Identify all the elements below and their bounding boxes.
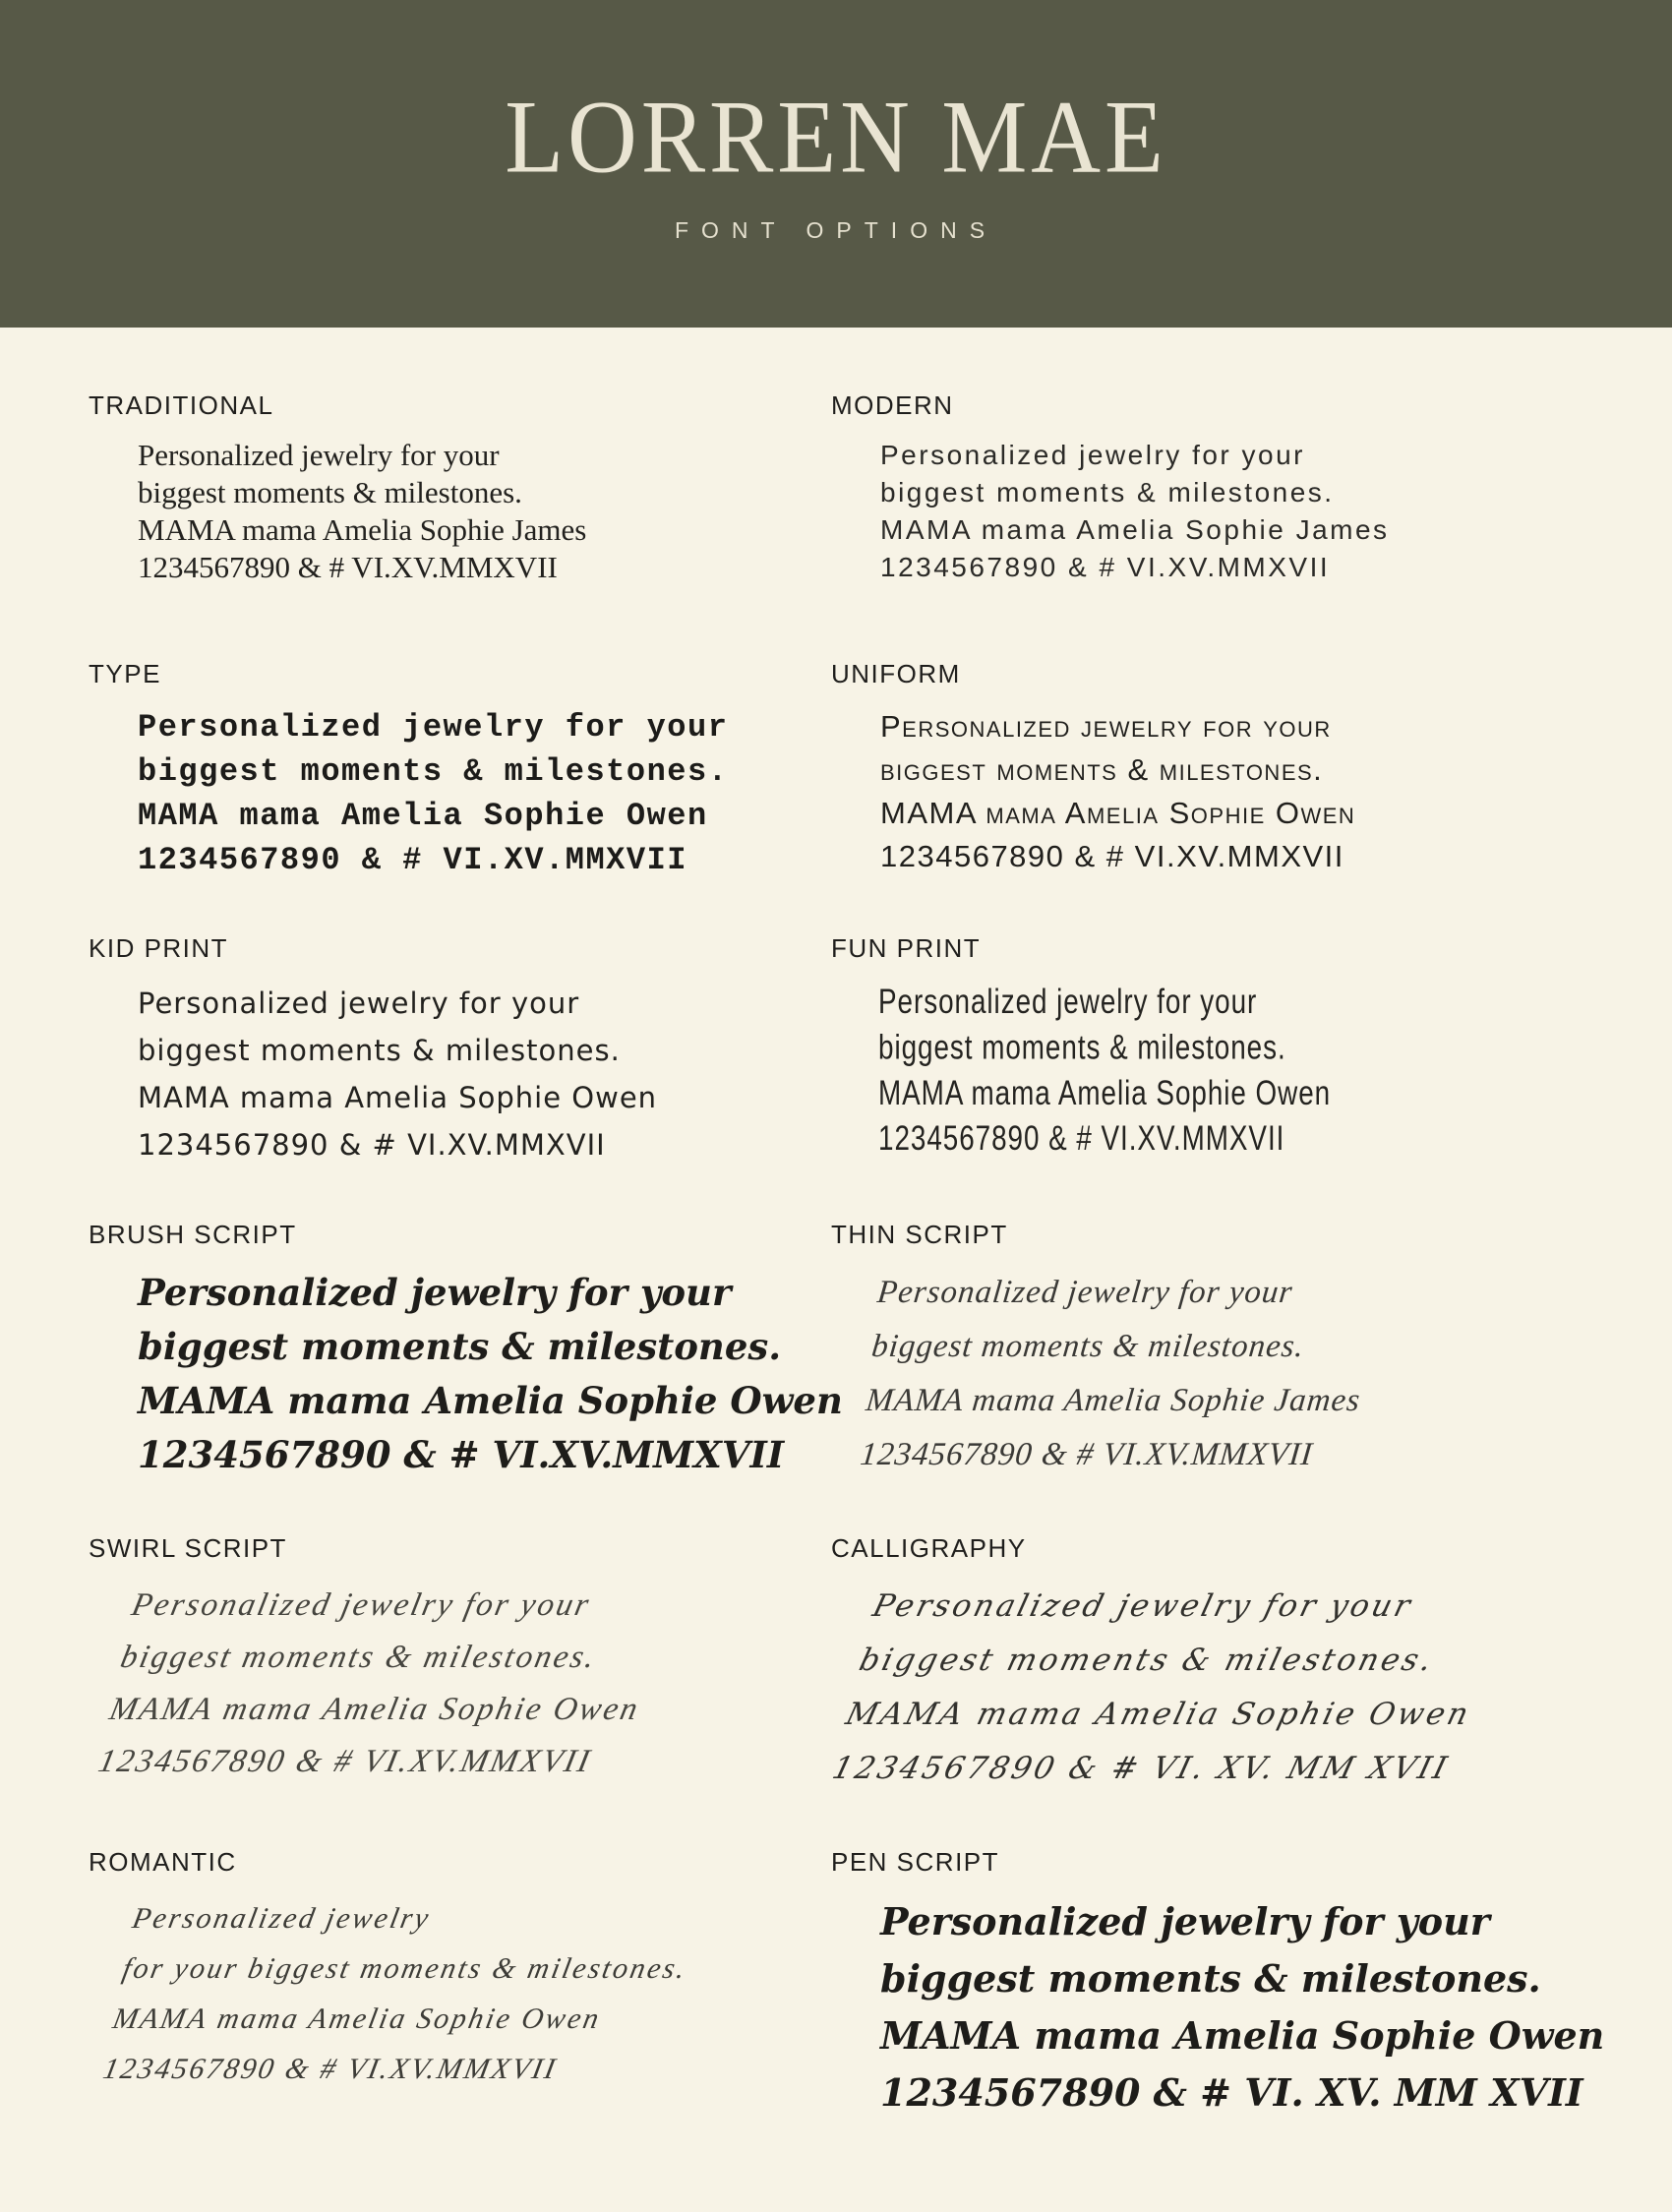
sample-line: 1234567890 & # VI.XV.MMXVII <box>878 1119 1285 1159</box>
font-sample-pen-script <box>831 1847 1604 2122</box>
font-samples-grid <box>89 390 1603 2173</box>
font-sample-text <box>89 705 831 882</box>
font-sample-text <box>831 980 1574 1162</box>
font-sample-label: UNIFORM <box>831 659 961 688</box>
sample-line: biggest moments & milestones. <box>856 1643 1439 1678</box>
sample-line: biggest moments & milestones. <box>138 753 729 790</box>
sample-line: 1234567890 & # VI.XV.MMXVII <box>138 1128 606 1162</box>
font-sample-label: TRADITIONAL <box>89 390 274 420</box>
font-sample-modern <box>831 390 1604 586</box>
font-sample-text <box>44 1580 831 1788</box>
font-sample-label: ROMANTIC <box>89 1847 237 1877</box>
sample-line: 1234567890 & # VI. XV. MM XVII <box>880 2070 1583 2115</box>
sheet-subtitle: FONT OPTIONS <box>674 217 998 243</box>
font-sample-label: SWIRL SCRIPT <box>89 1533 287 1563</box>
sample-line: Personalized jewelry for your <box>880 440 1305 470</box>
font-sample-calligraphy <box>828 1533 1604 1796</box>
font-sample-type <box>89 659 831 882</box>
font-sample-fun-print <box>831 933 1604 1168</box>
sample-line: 1234567890 & # VI.XV.MMXVII <box>880 839 1344 873</box>
sample-line: MAMA mama Amelia Sophie Owen <box>842 1697 1475 1732</box>
sample-line: Personalized jewelry for your <box>868 1588 1417 1624</box>
sample-line: MAMA mama Amelia Sophie Owen <box>110 2003 604 2035</box>
font-sample-label: BRUSH SCRIPT <box>89 1220 297 1249</box>
font-sample-text <box>89 437 831 586</box>
sample-line: biggest moments & milestones. <box>138 475 522 509</box>
sample-line: Personalized jewelry for your <box>138 709 729 746</box>
sample-line: MAMA mama Amelia Sophie Owen <box>138 798 708 834</box>
font-sample-label: KID PRINT <box>89 933 229 963</box>
sample-line: 1234567890 & # VI.XV.MMXVII <box>100 2053 561 2085</box>
font-sample-thin-script <box>831 1220 1604 1482</box>
sample-line: 1234567890 & # VI.XV.MMXVII <box>138 1433 785 1476</box>
sample-line: Personalized jewelry for your <box>138 986 580 1020</box>
font-sample-label: MODERN <box>831 390 954 420</box>
font-sample-text <box>777 1580 1604 1796</box>
sample-line: biggest moments & milestones. <box>138 1034 621 1067</box>
sample-line: MAMA mama Amelia Sophie Owen <box>878 1074 1332 1113</box>
sample-line: MAMA mama Amelia Sophie Owen <box>138 1081 658 1114</box>
sample-line: Personalized jewelry for your <box>138 438 500 472</box>
sample-line: Personalized jewelry for your <box>875 1275 1295 1310</box>
font-sample-text <box>89 1266 843 1482</box>
sample-line: biggest moments & milestones. <box>878 1029 1286 1068</box>
sample-line: biggest moments & milestones. <box>138 1325 782 1368</box>
sample-line: biggest moments & milestones. <box>880 752 1324 787</box>
sample-line: 1234567890 & # VI.XV.MMXVII <box>858 1437 1315 1472</box>
sample-line: 1234567890 & # VI.XV.MMXVII <box>94 1744 595 1779</box>
sample-line: 1234567890 & # VI.XV.MMXVII <box>880 552 1331 582</box>
sample-line: biggest moments & milestones. <box>869 1329 1306 1364</box>
sample-line: biggest moments & milestones. <box>880 1956 1541 2001</box>
sample-line: MAMA mama Amelia Sophie James <box>138 512 587 547</box>
sample-line: MAMA mama Amelia Sophie Owen <box>106 1692 643 1727</box>
sample-line: 1234567890 & # VI.XV.MMXVII <box>138 842 687 878</box>
brand-title: LORREN MAE <box>505 79 1167 195</box>
header-band <box>0 0 1672 328</box>
sample-line: Personalized jewelry for your <box>880 709 1332 744</box>
font-sample-uniform <box>831 659 1604 882</box>
sample-line: Personalized jewelry <box>129 1902 434 1935</box>
font-sample-text <box>49 1893 831 2094</box>
font-sample-brush-script <box>89 1220 843 1482</box>
font-sample-swirl-script <box>89 1533 831 1796</box>
font-sample-text <box>808 1266 1604 1482</box>
sample-line: Personalized jewelry for your <box>128 1587 595 1623</box>
sample-line: biggest moments & milestones. <box>880 477 1335 508</box>
sample-line: biggest moments & milestones. <box>117 1640 601 1675</box>
font-sample-text <box>89 980 831 1168</box>
font-sample-romantic <box>89 1847 831 2122</box>
sample-line: MAMA mama Amelia Sophie James <box>864 1383 1363 1418</box>
font-sample-label: FUN PRINT <box>831 933 982 963</box>
font-sample-text <box>831 705 1604 878</box>
font-sample-label: TYPE <box>89 659 161 688</box>
font-sample-traditional <box>89 390 831 586</box>
font-sample-text <box>831 1893 1604 2122</box>
sample-line: MAMA mama Amelia Sophie Owen <box>880 2013 1605 2058</box>
sample-line: Personalized jewelry for your <box>880 1899 1490 1943</box>
font-sample-label: CALLIGRAPHY <box>831 1533 1027 1563</box>
font-sample-label: PEN SCRIPT <box>831 1847 1000 1877</box>
sample-line: for your biggest moments & milestones. <box>119 1952 690 1985</box>
sample-line: 1234567890 & # VI.XV.MMXVII <box>138 550 558 584</box>
sample-line: Personalized jewelry for your <box>878 983 1258 1022</box>
sample-line: MAMA mama Amelia Sophie James <box>880 514 1390 545</box>
font-sample-text <box>831 437 1604 586</box>
font-sample-label: THIN SCRIPT <box>831 1220 1008 1249</box>
sample-line: Personalized jewelry for your <box>138 1271 732 1314</box>
sample-line: MAMA mama Amelia Sophie Owen <box>880 796 1356 830</box>
sample-line: 1234567890 & # VI. XV. MM XVII <box>828 1751 1454 1786</box>
sample-line: MAMA mama Amelia Sophie Owen <box>138 1379 843 1422</box>
font-sample-kid-print <box>89 933 831 1168</box>
font-samples-area <box>0 328 1672 2212</box>
